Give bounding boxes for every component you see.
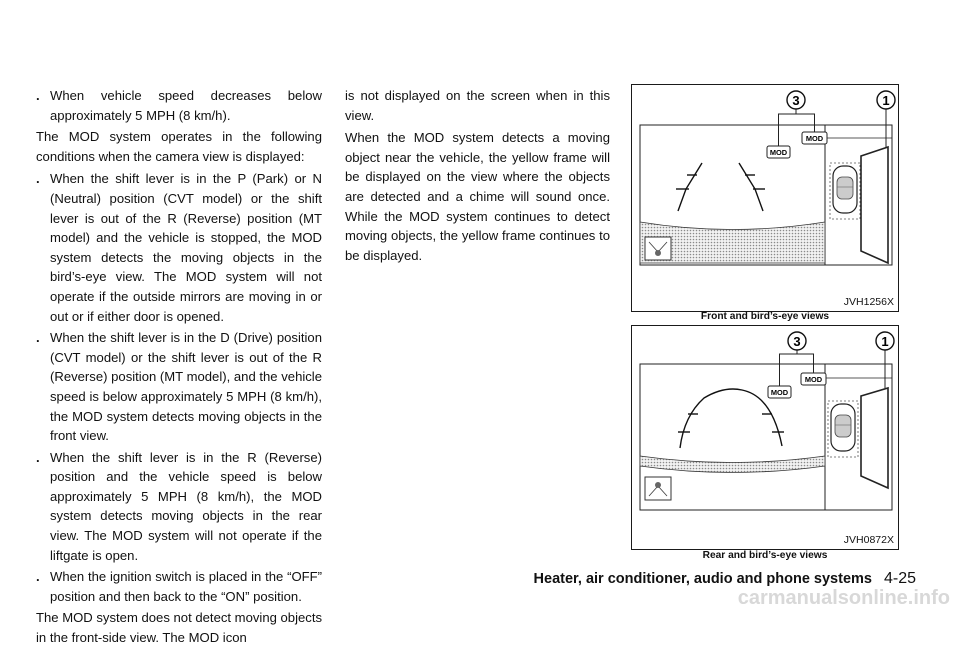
figure-illustration xyxy=(632,85,898,311)
callout-number: 1 xyxy=(882,93,890,108)
bullet-dot: . xyxy=(36,171,40,187)
figure-front-birdseye xyxy=(631,84,899,312)
yellow-frame xyxy=(861,388,888,488)
warning-icon xyxy=(645,477,671,500)
bullet-dot: . xyxy=(36,88,40,103)
paragraph: The MOD system does not detect moving objects in the front-side view. The MOD icon xyxy=(36,610,323,646)
bullet-item xyxy=(36,567,322,606)
bullet-text: When the shift lever is in the P (Park) or N (Neutral) position (CVT model) or the shift lever is out of the R (Reverse) position (MT model) and the vehicle is stopped, the MOD system detects the moving objects in the bird’s-eye view. The MOD system will not operate if the outside mirrors are moving in or out or if either door is opened. xyxy=(50,171,322,324)
section-title: Heater, air conditioner, audio and phone systems xyxy=(533,571,872,587)
figure-caption: Front and bird’s-eye views xyxy=(700,311,830,322)
watermark: carmanualsonline.info xyxy=(737,587,950,609)
mod-label: MOD xyxy=(805,134,824,143)
bullet-item xyxy=(36,448,322,566)
bullet-text: When the shift lever is in the R (Reverse) position and the vehicle speed is below approximately 5 MPH (8 km/h), the MOD system detects moving objects in the rear view. The MOD system will not operate if the liftgate is open. xyxy=(50,449,322,563)
bullet-text: When the ignition switch is placed in the “OFF” position and then back to the “ON” position. xyxy=(50,569,322,604)
bullet-dot: . xyxy=(36,449,40,465)
bullet-item xyxy=(36,169,322,326)
mod-label: MOD xyxy=(770,388,789,397)
bullet-dot: . xyxy=(36,330,40,346)
figure-rear-birdseye xyxy=(631,325,899,550)
callout-number: 3 xyxy=(793,334,801,349)
paragraph: is not displayed on the screen when in this view. xyxy=(345,88,610,123)
callout-number: 1 xyxy=(881,334,889,349)
yellow-frame xyxy=(861,147,888,263)
callout-number: 3 xyxy=(792,93,800,108)
bullet-dot: . xyxy=(36,569,40,585)
guide-lines xyxy=(676,163,765,211)
mod-label: MOD xyxy=(769,148,788,157)
guide-lines xyxy=(678,389,784,448)
bullet-item xyxy=(36,86,322,125)
paragraph: When the MOD system detects a moving object near the vehicle, the yellow frame will be displayed on the view where the objects are detected and a chime will sound once. While the MOD system continues to detect moving objects, the yellow frame continues to be displayed. xyxy=(345,130,610,263)
car-icon xyxy=(831,404,855,451)
paragraph: The MOD system operates in the following conditions when the camera view is displayed: xyxy=(36,129,322,164)
warning-icon xyxy=(645,237,671,260)
car-icon xyxy=(833,166,857,213)
bullet-text: When vehicle speed decreases below approximately 5 MPH (8 km/h). xyxy=(50,88,322,123)
figure-illustration xyxy=(632,326,898,549)
bullet-item xyxy=(36,328,322,446)
page-number: 4-25 xyxy=(883,570,916,587)
text-column-left xyxy=(36,86,322,651)
figure-code: JVH1256X xyxy=(843,296,894,308)
figure-caption: Rear and bird’s-eye views xyxy=(702,550,828,561)
mod-label: MOD xyxy=(804,375,823,384)
bullet-text: When the shift lever is in the D (Drive) position (CVT model) or the shift lever is out of the R (Reverse) position (MT model), and the vehicle speed is below approximately 5 MPH (8 km/h), the MOD system detects moving objects in the front view. xyxy=(50,330,322,444)
text-column-middle xyxy=(345,86,610,268)
figure-code: JVH0872X xyxy=(843,534,894,546)
page-footer xyxy=(534,569,916,589)
